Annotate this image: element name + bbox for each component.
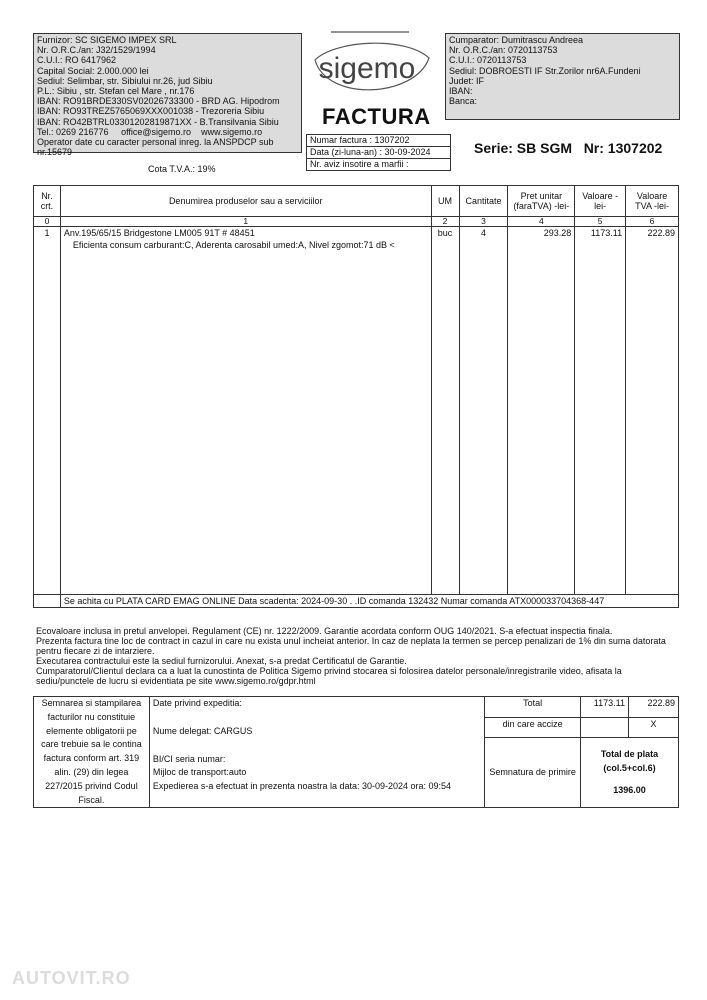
header-tva: Valoare TVA -lei- <box>626 186 679 217</box>
buyer-box <box>445 33 680 120</box>
payment-row <box>34 595 679 608</box>
document-title: FACTURA <box>322 104 431 129</box>
invoice-aviz: Nr. aviz insotire a marfii : <box>310 159 409 169</box>
supplier-line: Furnizor: SC SIGEMO IMPEX SRL <box>37 35 177 45</box>
col-index: 3 <box>459 217 508 227</box>
excise-label: din care accize <box>485 717 581 738</box>
supplier-line: P.L.: Sibiu , str. Stefan cel Mare , nr.176 <box>37 86 195 97</box>
table-header <box>34 186 679 217</box>
note-line: Executarea contractului este la sediul furnizorului. Anexat, s-a predat Certificatul de Garantie. <box>36 656 407 666</box>
supplier-line: IBAN: RO93TREZ5765069XXX001038 - Trezoreria Sibiu <box>37 106 265 117</box>
header-valoare: Valoare -lei- <box>575 186 626 217</box>
col-index: 4 <box>508 217 575 227</box>
items-table <box>33 185 679 608</box>
supplier-line: Capital Social: 2.000.000 lei <box>37 65 149 76</box>
row-tva: 222.89 <box>626 227 679 240</box>
buyer-line: Judet: IF <box>449 75 485 86</box>
notes-block <box>36 626 676 686</box>
table-empty-area <box>34 251 679 595</box>
supplier-line: C.U.I.: RO 6417962 <box>37 55 117 66</box>
buyer-line: Nr. O.R.C./an: 0720113753 <box>449 45 558 56</box>
watermark: AUTOVIT.RO <box>12 968 131 988</box>
total-value: 1173.11 <box>581 697 629 718</box>
row-denumire: Anv.195/65/15 Bridgestone LM005 91T # 48451 <box>60 227 431 240</box>
vat-rate: Cota T.V.A.: 19% <box>148 164 216 174</box>
header-denumire: Denumirea produselor sau a serviciilor <box>60 186 431 217</box>
table-row <box>34 227 679 240</box>
expedition-details <box>149 697 484 808</box>
logo-text: sigemo <box>318 52 416 85</box>
sigemo-logo <box>305 28 435 103</box>
table-row-detail <box>34 239 679 251</box>
transport-mode: Mijloc de transport:auto <box>152 767 247 778</box>
header-um: UM <box>431 186 459 217</box>
buyer-line: IBAN: <box>449 86 473 97</box>
note-line: Prezenta factura tine loc de contract in cazul in care nu exista unul incheiat anterior. In caz de neplata la termen se percep penalizari de 1% din suma datorata pentru fiecare zi de intarziere. <box>36 636 666 656</box>
stamp-note: Semnarea si stampilarea facturilor nu constituie elemente obligatorii pe care trebuie sa le contina factura conform art. 319 alin. (29) din legea 227/2015 privind Codul Fiscal. <box>34 697 150 808</box>
row-nr: 1 <box>34 227 61 240</box>
grand-total-label: Total de plata (col.5+col.6) <box>600 749 659 773</box>
supplier-line: Nr. O.R.C./an: J32/1529/1994 <box>37 45 156 56</box>
invoice-meta-box <box>306 134 451 171</box>
summary-table <box>33 696 679 808</box>
note-line: Ecovaloare inclusa in pretul anvelopei. Regulament (CE) nr. 1222/2009. Garantie acordata conform OUG 140/2021. S-a efectuat inspectia finala. <box>36 626 613 636</box>
invoice-series: Serie: SB SGM Nr: 1307202 <box>474 140 663 156</box>
header-cantitate: Cantitate <box>459 186 508 217</box>
supplier-line: IBAN: RO42BTRL03301202819871XX - B.Transilvania Sibiu <box>37 116 279 127</box>
row-um: buc <box>431 227 459 240</box>
header-nr: Nr. crt. <box>34 186 61 217</box>
buyer-line: C.U.I.: 0720113753 <box>449 55 527 66</box>
col-index: 2 <box>431 217 459 227</box>
row-cantitate: 4 <box>459 227 508 240</box>
total-vat: 222.89 <box>629 697 679 718</box>
col-index: 1 <box>60 217 431 227</box>
row-detail: Eficienta consum carburant:C, Aderenta carosabil umed:A, Nivel zgomot:71 dB < <box>60 239 431 251</box>
header-pret: Pret unitar (faraTVA) -lei- <box>508 186 575 217</box>
col-index: 5 <box>575 217 626 227</box>
buyer-line: Cumparator: Dumitrascu Andreea <box>449 35 584 45</box>
supplier-line: nr.15679 <box>37 147 73 158</box>
invoice-number: Numar factura : 1307202 <box>307 135 450 147</box>
col-index: 6 <box>626 217 679 227</box>
supplier-line: Tel.: 0269 216776 office@sigemo.ro www.sigemo.ro <box>37 126 263 137</box>
grand-total-cell <box>581 738 679 808</box>
note-line: Cumparatorul/Clientul declara ca a luat la cunostinta de Politica Sigemo privind stocarea si folosirea datelor personale/inregistrarile video, afisata la sediu/punctele de lucru si evidentiata pe site www.sigemo.ro/gdpr.html <box>36 666 622 686</box>
supplier-line: Operator date cu caracter personal inreg. la ANSPDCP sub <box>37 137 274 148</box>
supplier-box <box>33 33 302 158</box>
expedition-title: Date privind expeditia: <box>152 698 242 708</box>
signature-label: Semnatura de primire <box>485 738 581 808</box>
id-series: BI/CI seria numar: <box>152 753 226 764</box>
col-index: 0 <box>34 217 61 227</box>
row-pret: 293.28 <box>508 227 575 240</box>
delegate-name: Nume delegat: CARGUS <box>152 725 253 736</box>
invoice-date: Data (zi-luna-an) : 30-09-2024 <box>307 147 450 159</box>
row-valoare: 1173.11 <box>575 227 626 240</box>
shipping-note: Expedierea s-a efectuat in prezenta noastra la data: 30-09-2024 ora: 09:54 <box>152 781 452 792</box>
payment-note: Se achita cu PLATA CARD EMAG ONLINE Data scadenta: 2024-09-30 . .ID comanda 132432 Numar comanda ATX000033704368-447 <box>60 595 678 608</box>
total-label: Total <box>485 697 581 718</box>
supplier-line: IBAN: RO91BRDE330SV02026733300 - BRD AG. Hipodrom <box>37 96 280 107</box>
excise-mark: X <box>629 717 679 738</box>
grand-total-value: 1396.00 <box>613 784 646 795</box>
buyer-line: Banca: <box>449 96 478 107</box>
column-index-row <box>34 217 679 227</box>
buyer-line: Sediul: DOBROESTI IF Str.Zorilor nr6A.Fundeni <box>449 65 641 76</box>
supplier-line: Sediul: Selimbar, str. Sibiului nr.26, jud Sibiu <box>37 75 213 86</box>
